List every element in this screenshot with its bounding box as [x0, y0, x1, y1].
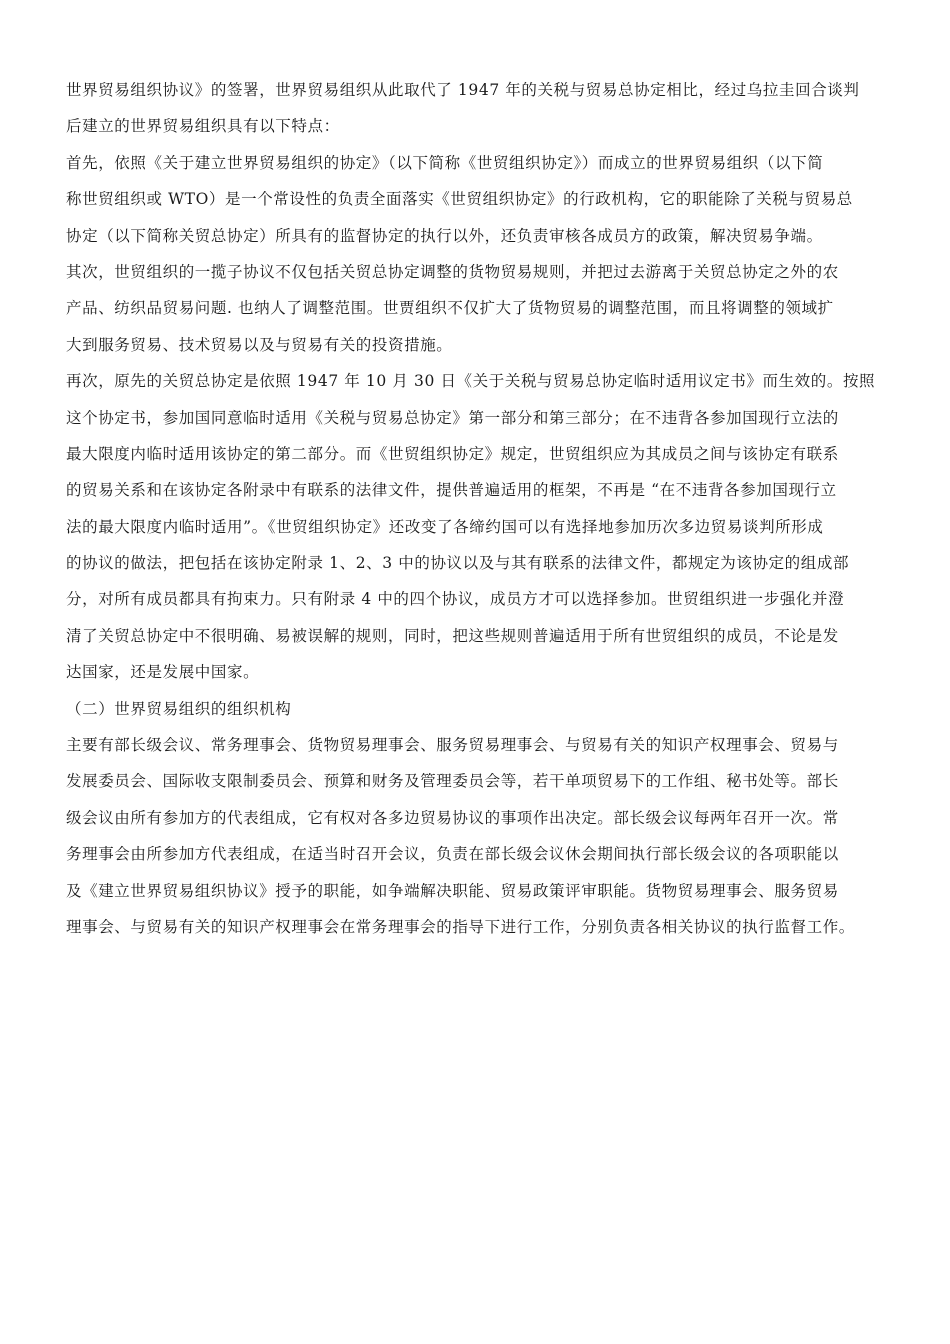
text-line: 分，对所有成员都具有拘束力。只有附录 4 中的四个协议，成员方才可以选择参加。世贸组织进一步强化并澄: [66, 590, 845, 609]
text-line: 务理事会由所参加方代表组成，在适当时召开会议，负责在部长级会议休会期间执行部长级会议的各项职能以: [66, 845, 839, 864]
text-line: 法的最大限度内临时适用”。《世贸组织协定》还改变了各缔约国可以有选择地参加历次多边贸易谈判所形成: [66, 517, 824, 536]
text-line: 最大限度内临时适用该协定的第二部分。而《世贸组织协定》规定，世贸组织应为其成员之间与该协定有联系: [66, 444, 839, 463]
paragraph-org: [66, 727, 884, 945]
text-line: 清了关贸总协定中不很明确、易被误解的规则，同时，把这些规则普遍适用于所有世贸组织的成员，不论是发: [66, 626, 839, 645]
text-line: 达国家，还是发展中国家。: [66, 663, 260, 682]
text-line: 首先，依照《关于建立世界贸易组织的协定》（以下简称《世贸组织协定》）而成立的世界贸易组织（以下简: [66, 153, 824, 172]
text-line: 其次，世贸组织的一揽子协议不仅包括关贸总协定调整的货物贸易规则，并把过去游离于关贸总协定之外的农: [66, 262, 839, 281]
paragraph-third: [66, 363, 884, 691]
section-heading: [66, 691, 884, 727]
text-line: 协定（以下简称关贸总协定）所具有的监督协定的执行以外，还负责审核各成员方的政策，解决贸易争端。: [66, 226, 823, 245]
heading-line: （二）世界贸易组织的组织机构: [66, 699, 292, 718]
text-line: 的贸易关系和在该协定各附录中有联系的法律文件，提供普遍适用的框架，不再是 “在不违背各参加国现行立: [66, 481, 837, 500]
paragraph-first: [66, 145, 884, 254]
paragraph-intro: [66, 72, 884, 145]
text-line: 称世贸组织或 WTO）是一个常设性的负责全面落实《世贸组织协定》的行政机构，它的职能除了关税与贸易总: [66, 190, 853, 209]
text-line: 及《建立世界贸易组织协议》授予的职能，如争端解决职能、贸易政策评审职能。货物贸易理事会、服务贸易: [66, 881, 839, 900]
text-line: 的协议的做法，把包括在该协定附录 1、2、3 中的协议以及与其有联系的法律文件，都规定为该协定的组成部: [66, 554, 850, 573]
text-line: 这个协定书，参加国同意临时适用《关税与贸易总协定》第一部分和第三部分；在不违背各参加国现行立法的: [66, 408, 839, 427]
text-line: 再次，原先的关贸总协定是依照 1947 年 10 月 30 日《关于关税与贸易总协定临时适用议定书》而生效的。按照: [66, 372, 876, 391]
text-line: 级会议由所有参加方的代表组成，它有权对各多边贸易协议的事项作出决定。部长级会议每两年召开一次。常: [66, 808, 839, 827]
text-line: 理事会、与贸易有关的知识产权理事会在常务理事会的指导下进行工作，分别负责各相关协议的执行监督工作。: [66, 917, 855, 936]
document-body: [66, 72, 884, 945]
text-line: 发展委员会、国际收支限制委员会、预算和财务及管理委员会等，若干单项贸易下的工作组、秘书处等。部长: [66, 772, 839, 791]
paragraph-second: [66, 254, 884, 363]
text-line: 大到服务贸易、技术贸易以及与贸易有关的投资措施。: [66, 335, 453, 354]
text-line: 主要有部长级会议、常务理事会、货物贸易理事会、服务贸易理事会、与贸易有关的知识产权理事会、贸易与: [66, 736, 839, 755]
text-line: 世界贸易组织协议》的签署，世界贸易组织从此取代了 1947 年的关税与贸易总协定相比，经过乌拉圭回合谈判: [66, 81, 860, 99]
text-line: 产品、纺织品贸易问题. 也纳人了调整范围。世贾组织不仅扩大了货物贸易的调整范围，而且将调整的领域扩: [66, 299, 834, 318]
text-line: 后建立的世界贸易组织具有以下特点：: [66, 117, 340, 136]
